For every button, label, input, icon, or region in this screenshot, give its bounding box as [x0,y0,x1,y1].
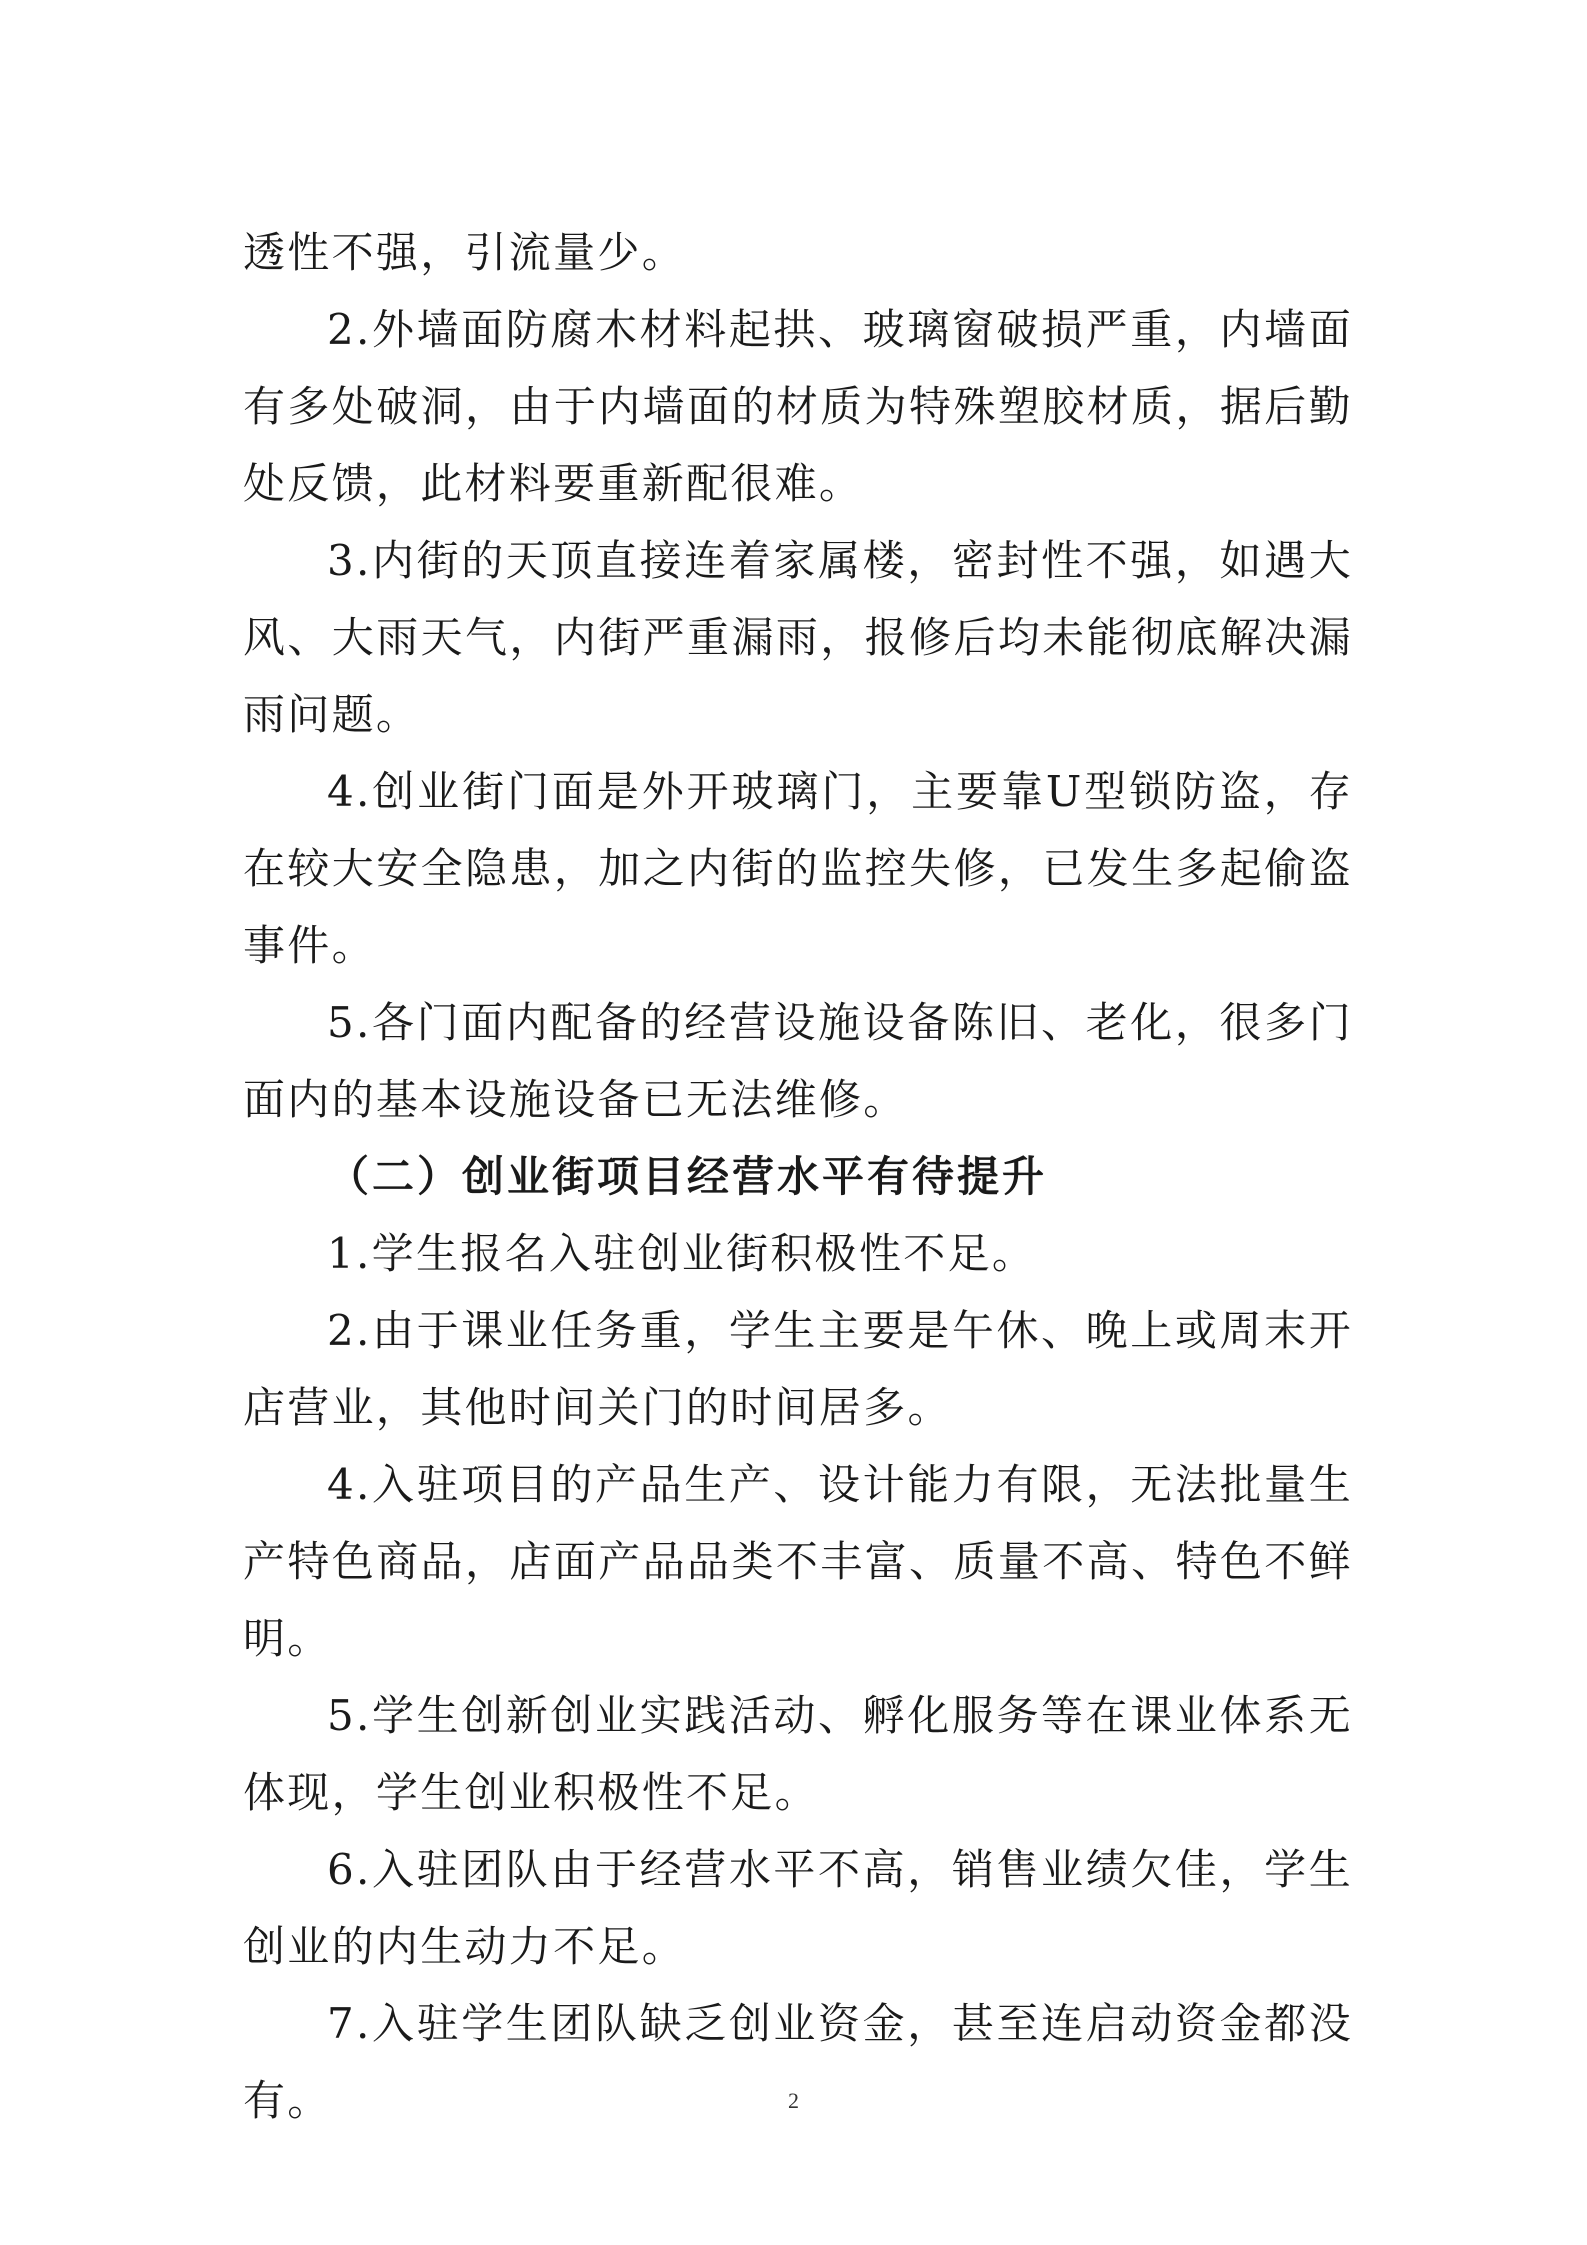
paragraph-item-2b: 2.由于课业任务重，学生主要是午休、晚上或周末开店营业，其他时间关门的时间居多。 [243,1306,1353,1432]
paragraph-continuation: 透性不强，引流量少。 [243,228,687,277]
paragraph-item-3: 3.内街的天顶直接连着家属楼，密封性不强，如遇大风、大雨天气，内街严重漏雨，报修后均未能彻底解决漏雨问题。 [243,536,1353,739]
paragraph-item-4b: 4.入驻项目的产品生产、设计能力有限，无法批量生产特色商品，店面产品品类不丰富、质量不高、特色不鲜明。 [243,1460,1353,1663]
paragraph-item-1: 1.学生报名入驻创业街积极性不足。 [327,1229,1037,1278]
paragraph-item-2: 2.外墙面防腐木材料起拱、玻璃窗破损严重，内墙面有多处破洞，由于内墙面的材质为特殊塑胶材质，据后勤处反馈，此材料要重新配很难。 [243,305,1353,508]
paragraph-item-5b: 5.学生创新创业实践活动、孵化服务等在课业体系无体现，学生创业积极性不足。 [243,1691,1353,1817]
page-number: 2 [788,2088,799,2113]
section-heading: （二）创业街项目经营水平有待提升 [327,1152,1048,1201]
document-body [243,214,1353,2139]
paragraph-item-4: 4.创业街门面是外开玻璃门，主要靠U型锁防盗，存在较大安全隐患，加之内街的监控失修，已发生多起偷盗事件。 [243,767,1353,970]
paragraph-item-7: 7.入驻学生团队缺乏创业资金，甚至连启动资金都没有。 [243,1999,1353,2125]
paragraph-item-6: 6.入驻团队由于经营水平不高，销售业绩欠佳，学生创业的内生动力不足。 [243,1845,1353,1971]
paragraph-item-5: 5.各门面内配备的经营设施设备陈旧、老化，很多门面内的基本设施设备已无法维修。 [243,998,1353,1124]
